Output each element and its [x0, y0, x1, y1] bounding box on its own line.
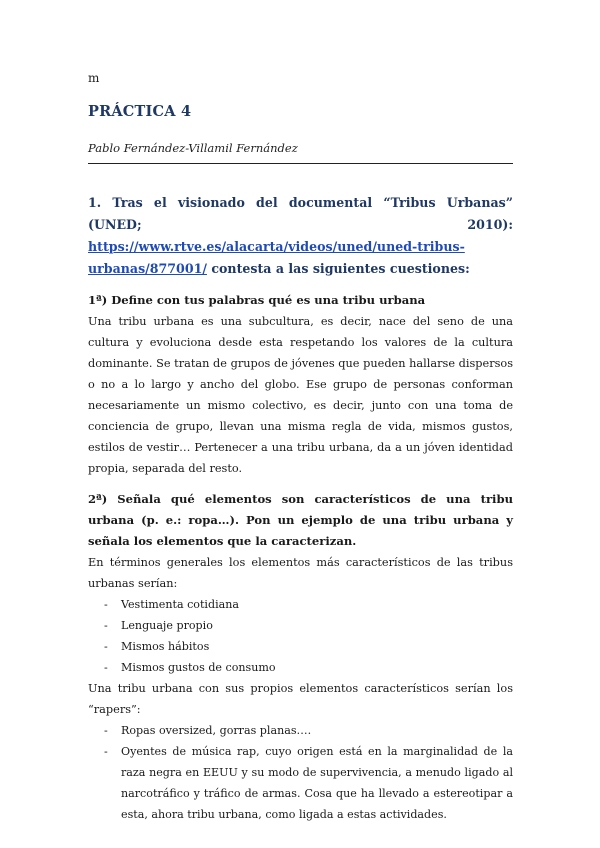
dash-marker: - [104, 598, 108, 611]
dash-marker: - [104, 640, 108, 653]
elements-list [88, 594, 513, 678]
example-list [88, 720, 513, 825]
dash-marker: - [104, 661, 108, 674]
document-body [88, 192, 513, 825]
list-item: - Lenguaje propio [88, 615, 513, 636]
author-name: Pablo Fernández-Villamil Fernández [88, 141, 298, 155]
list-item: - Vestimenta cotidiana [88, 594, 513, 615]
question-1-heading [88, 192, 513, 280]
header-divider [88, 163, 513, 164]
dash-marker: - [104, 619, 108, 632]
list-item: - Ropas oversized, gorras planas…. [88, 720, 513, 741]
dash-marker: - [104, 724, 108, 737]
list-item: - Mismos gustos de consumo [88, 657, 513, 678]
question-1-text-end: contesta a las siguientes cuestiones: [211, 261, 470, 276]
question-1-text: Tras el visionado del documental “Tribus Urbanas” (UNED; 2010): [88, 195, 513, 232]
list-item: - Mismos hábitos [88, 636, 513, 657]
section-1-body: Una tribu urbana es una subcultura, es decir, nace del seno de una cultura y evoluciona desde esta respetando los valores de la cultura dominante. Se tratan de grupos de jóvenes que pueden hallarse dispersos o no a lo largo y ancho del globo. Ese grupo de personas conforman necesariamente un mismo colectivo, es decir, junto con una toma de conciencia de grupo, llevan una misma regla de vida, mismos gustos, estilos de vestir… Pertenecer a una tribu urbana, da a un jóven identidad propia, separada del resto. [88, 315, 513, 475]
section-1-heading: 1ª) Define con tus palabras qué es una tribu urbana [88, 293, 426, 307]
list-item: - Oyentes de música rap, cuyo origen está en la marginalidad de la raza negra en EEUU y su modo de supervivencia, a menudo ligado al narcotráfico y tráfico de armas. Cosa que ha llevado a estereotipar a esta, ahora tribu urbana, como ligada a estas actividades. [88, 741, 513, 825]
question-1-number: 1. [88, 195, 102, 210]
page-title: PRÁCTICA 4 [88, 103, 192, 120]
section-2-intro: En términos generales los elementos más característicos de las tribus urbanas serían: [88, 556, 513, 590]
dash-marker: - [104, 745, 108, 758]
documentary-link[interactable]: https://www.rtve.es/alacarta/videos/uned/uned-tribus-urbanas/877001/ [88, 239, 465, 276]
page-marker: m [88, 71, 100, 85]
example-intro: Una tribu urbana con sus propios elementos característicos serían los “rapers”: [88, 682, 513, 716]
section-2-heading: 2ª) Señala qué elementos son característicos de una tribu urbana (p. e.: ropa…). Pon un ejemplo de una tribu urbana y señala los elementos que la caracterizan. [88, 492, 513, 548]
